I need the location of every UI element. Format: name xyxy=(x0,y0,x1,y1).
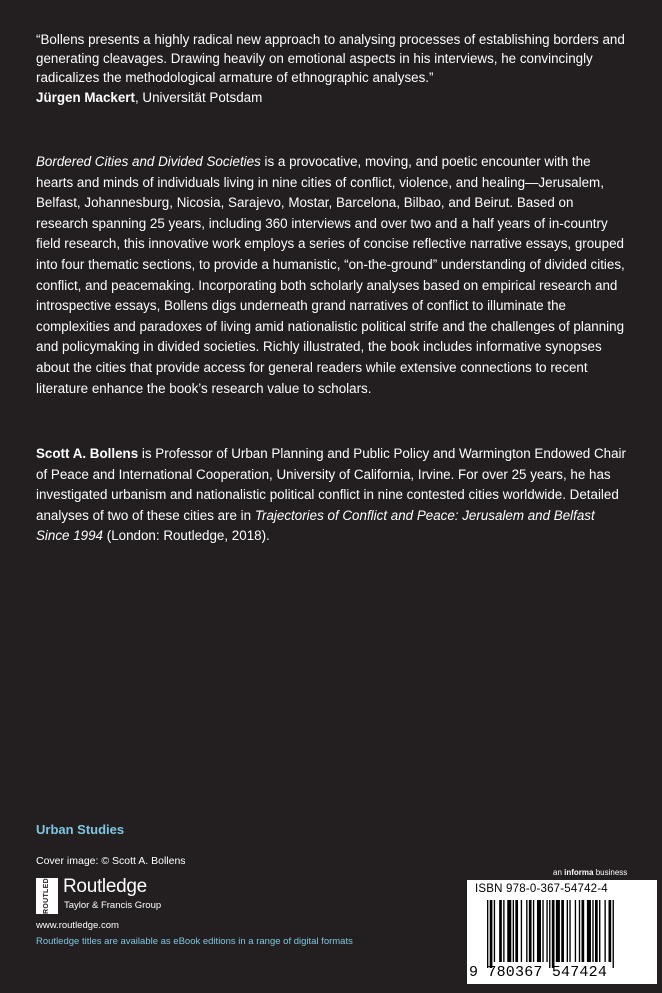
book-description xyxy=(36,152,628,399)
publisher-website: www.routledge.com xyxy=(36,920,119,931)
informa-tagline xyxy=(553,868,627,877)
isbn-label: ISBN 978-0-367-54742-4 xyxy=(475,883,608,895)
barcode-bar xyxy=(494,900,495,962)
publisher-group: Taylor & Francis Group xyxy=(64,900,162,911)
cover-credit: Cover image: © Scott A. Bollens xyxy=(36,855,186,867)
barcode-bar xyxy=(567,900,568,962)
barcode-bar xyxy=(587,900,591,962)
barcode-bars xyxy=(487,900,651,968)
barcode-bar xyxy=(569,900,570,962)
barcode-bar xyxy=(575,900,576,962)
barcode-bar xyxy=(521,900,522,962)
barcode-bar xyxy=(513,900,514,962)
barcode-digits: 9 780367 547424 xyxy=(469,964,608,981)
bio-text-1: is Professor of Urban Planning and Public Policy and Warmington Endowed Chair of Peace and International Cooperation, University of California, Irvine. For over 25 years, he has investigated urbanism and nationalistic political conflict in nine contested cities worldwide. Detailed analyses of two of these cities are in xyxy=(36,446,626,523)
ebook-note: Routledge titles are available as eBook editions in a range of digital formats xyxy=(36,936,353,947)
informa-suffix: business xyxy=(593,868,628,877)
barcode-bar xyxy=(533,900,534,962)
barcode xyxy=(467,880,657,984)
barcode-bar xyxy=(542,900,543,962)
barcode-bar xyxy=(613,900,614,968)
series-name: Urban Studies xyxy=(36,822,125,837)
informa-brand: informa xyxy=(564,868,594,877)
author-name: Scott A. Bollens xyxy=(36,446,139,461)
endorsement-quote: “Bollens presents a highly radical new approach to analysing processes of establishing borders and generating cleavages. Drawing heavily on emotional aspects in his interviews, he convincingly radicalizes the methodological armature of ethnographic analyses.” xyxy=(36,32,625,85)
barcode-bar xyxy=(490,900,493,968)
barcode-bar xyxy=(609,900,612,962)
barcode-bar xyxy=(561,900,564,962)
barcode-bar xyxy=(487,900,488,968)
barcode-bar xyxy=(552,900,555,968)
book-title: Bordered Cities and Divided Societies xyxy=(36,154,261,169)
barcode-bar xyxy=(599,900,600,962)
author-bio xyxy=(36,444,628,547)
barcode-bar xyxy=(556,900,560,962)
barcode-bar xyxy=(499,900,502,962)
description-body: is a provocative, moving, and poetic encounter with the hearts and minds of individuals living in nine cities of conflict, violence, and healing—Jerusalem, Belfast, Johannesburg, Nicosia, Sarajevo, Mostar, Barcelona, Bilbao, and Beirut. Based on research spanning 25 years, including 360 interviews and over two and a half years of in-country field research, this innovative work employs a series of concise reflective narrative essays, grouped into four thematic sections, to provide a humanistic, “on-the-ground” understanding of divided cities, conflict, and peacemaking. Incorporating both scholarly analyses based on empirical research and introspective essays, Bollens digs underneath grand narratives of conflict to illuminate the complexities and paradoxes of living amid nationalistic political strife and the challenges of planning and policymaking in divided societies. Richly illustrated, the book includes informative synopses about the cities that provide access for general readers while extensive connections to recent literature enhance the book’s research value to scholars. xyxy=(36,154,625,396)
barcode-bar xyxy=(546,900,547,962)
related-book-title: Trajectories of Conflict and Peace: Jerusalem and Belfast Since 1994 xyxy=(36,507,595,544)
barcode-bar xyxy=(549,900,550,968)
barcode-bar xyxy=(604,900,605,962)
publisher-name: Routledge xyxy=(63,876,147,897)
barcode-bar xyxy=(595,900,598,962)
barcode-bar xyxy=(579,900,580,962)
barcode-bar xyxy=(592,900,593,962)
bio-text-2: (London: Routledge, 2018). xyxy=(103,528,270,544)
publisher-logo xyxy=(36,867,186,916)
barcode-bar xyxy=(507,900,511,962)
barcode-bar xyxy=(526,900,527,962)
barcode-bar xyxy=(529,900,532,962)
endorsement-attribution xyxy=(36,88,628,107)
barcode-bar xyxy=(582,900,585,962)
barcode-bar xyxy=(537,900,541,962)
endorsement-author: Jürgen Mackert xyxy=(36,90,135,105)
barcode-bar xyxy=(503,900,504,962)
barcode-bar xyxy=(515,900,518,962)
informa-prefix: an xyxy=(553,868,565,877)
routledge-logo-mark: ROUTLEDGE xyxy=(36,878,58,914)
endorsement-affiliation: , Universität Potsdam xyxy=(134,90,263,105)
